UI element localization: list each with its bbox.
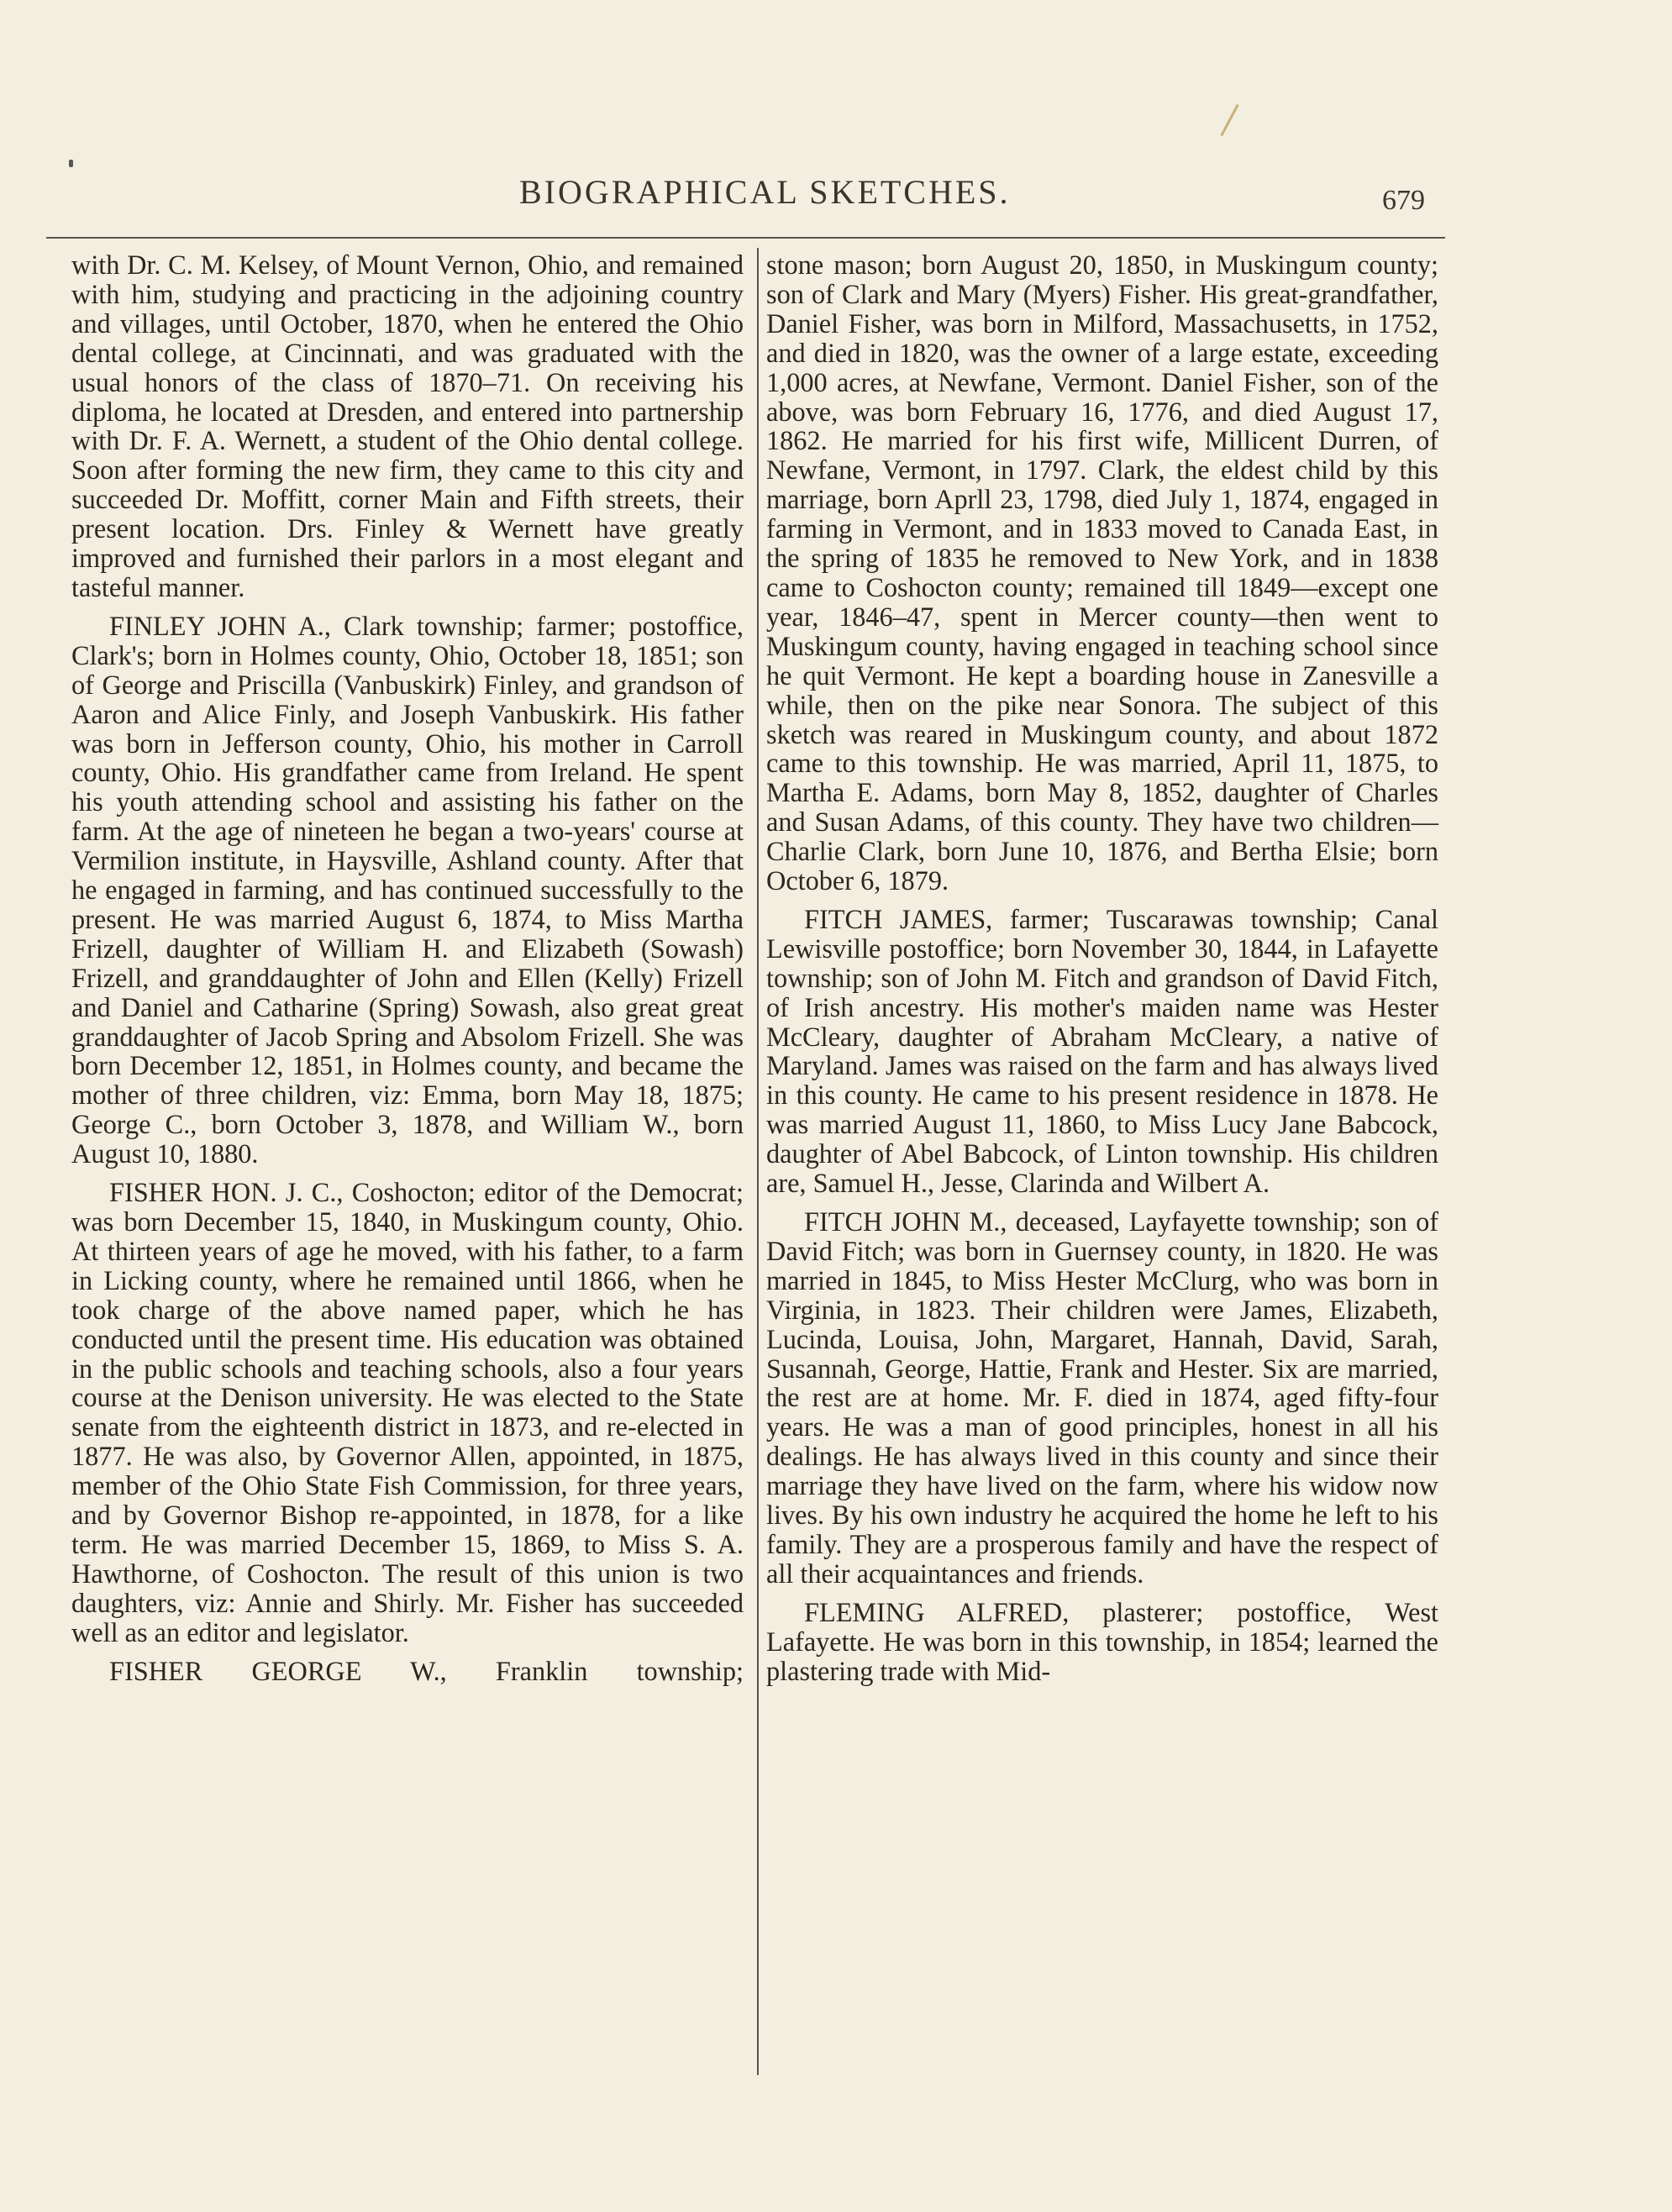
entry-fitch-john: FITCH JOHN M., deceased, Layfayette township; son of David Fitch; was born in Guernsey county, in 1820. He was married in 1845, to Miss Hester McClurg, who was born in Virginia, in 1823. Their children were James, Elizabeth, Lucinda, Louisa, John, Margaret, Hannah, David, Sarah, Susannah, George, Hattie, Frank and Hester. Six are married, the rest are at home. Mr. F. died in 1874, aged fifty-four years. He was a man of good principles, honest in all his dealings. He has always lived in this county and since their marriage they have lived on the farm, where his widow now lives. By his own industry he acquired the home he left to his family. They are a prosperous family and have the respect of all their acquaintances and friends. [766, 1206, 1438, 1589]
entry-fisher-george-continuation: stone mason; born August 20, 1850, in Muskingum county; son of Clark and Mary (Myers) Fisher. His great-grandfather, Daniel Fisher, was born in Milford, Massachusetts, in 1752, and died in 1820, was the owner of a large estate, exceeding 1,000 acres, at Newfane, Vermont. Daniel Fisher, son of the above, was born February 16, 1776, and died August 17, 1862. He married for his first wife, Millicent Durren, of Newfane, Vermont, in 1797. Clark, the eldest child by this marriage, born Aprll 23, 1798, died July 1, 1874, engaged in farming in Vermont, and in 1833 moved to Canada East, in the spring of 1835 he removed to New York, and in 1838 came to Coshocton county; remained till 1849—except one year, 1846–47, spent in Mercer county—then went to Muskingum county, having engaged in teaching school since he quit Vermont. He kept a boarding house in Zanesville a while, then on the pike near Sonora. The subject of this sketch was reared in Muskingum county, and about 1872 came to this township. He was married, April 11, 1875, to Martha E. Adams, born May 8, 1852, daughter of Charles and Susan Adams, of this county. They have two children—Charlie Clark, born June 10, 1876, and Bertha Elsie; born October 6, 1879. [766, 250, 1438, 896]
column-divider [757, 248, 759, 2075]
entry-fisher-george-start: FISHER GEORGE W., Franklin township; [109, 1655, 744, 1686]
entry-fleming-alfred: FLEMING ALFRED, plasterer; postoffice, West Lafayette. He was born in this township, in 1854; learned the plastering trade with Mid- [766, 1596, 1438, 1686]
running-head: BIOGRAPHICAL SKETCHES. [519, 173, 1011, 211]
right-column [766, 250, 1438, 1686]
entry-fitch-james: FITCH JAMES, farmer; Tuscarawas township; Canal Lewisville postoffice; born November 30, 1844, in Lafayette township; son of John M. Fitch and grandson of David Fitch, of Irish ancestry. His mother's maiden name was Hester McCleary, daughter of Abraham McCleary, a native of Maryland. James was raised on the farm and has always lived in this county. He came to his present residence in 1878. He was married August 11, 1860, to Miss Lucy Jane Babcock, daughter of Abel Babcock, of Linton township. His children are, Samuel H., Jesse, Clarinda and Wilbert A. [766, 903, 1438, 1199]
page-number: 679 [1382, 185, 1425, 216]
left-column [71, 250, 744, 1686]
page-header [0, 172, 1672, 223]
entry-fisher-j-c: FISHER HON. J. C., Coshocton; editor of the Democrat; was born December 15, 1840, in Muskingum county, Ohio. At thirteen years of age he moved, with his father, to a farm in Licking county, where he remained until 1866, when he took charge of the above named paper, which he has conducted until the present time. His education was obtained in the public schools and teaching schools, also a four years course at the Denison university. He was elected to the State senate from the eighteenth district in 1873, and re-elected in 1877. He was also, by Governor Allen, appointed, in 1875, member of the Ohio State Fish Commission, for three years, and by Governor Bishop re-appointed, in 1878, for a like term. He was married December 15, 1869, to Miss S. A. Hawthorne, of Coshocton. The result of this union is two daughters, viz: Annie and Shirly. Mr. Fisher has succeeded well as an editor and legislator. [71, 1177, 744, 1647]
header-rule [46, 237, 1445, 239]
entry-finley-john: FINLEY JOHN A., Clark township; farmer; postoffice, Clark's; born in Holmes county, Ohio, October 18, 1851; son of George and Priscilla (Vanbuskirk) Finley, and grandson of Aaron and Alice Finly, and Joseph Vanbuskirk. His father was born in Jefferson county, Ohio, his mother in Carroll county, Ohio. His grandfather came from Ireland. He spent his youth attending school and assisting his father on the farm. At the age of nineteen he began a two-years' course at Vermilion institute, in Haysville, Ashland county. After that he engaged in farming, and has continued successfully to the present. He was married August 6, 1874, to Miss Martha Frizell, daughter of William H. and Elizabeth (Sowash) Frizell, and granddaughter of John and Ellen (Kelly) Frizell and Daniel and Catharine (Spring) Sowash, also great great granddaughter of Jacob Spring and Absolom Frizell. She was born December 12, 1851, in Holmes county, and became the mother of three children, viz: Emma, born May 18, 1875; George C., born October 3, 1878, and William W., born August 10, 1880. [71, 610, 744, 1169]
pencil-mark [1220, 104, 1238, 136]
page-edge-mark [69, 160, 73, 167]
paragraph-kelsey-continuation: with Dr. C. M. Kelsey, of Mount Vernon, Ohio, and remained with him, studying and practicing in the adjoining country and villages, until October, 1870, when he entered the Ohio dental college, at Cincinnati, and was graduated with the usual honors of the class of 1870–71. On receiving his diploma, he located at Dresden, and entered into partnership with Dr. F. A. Wernett, a student of the Ohio dental college. Soon after forming the new firm, they came to this city and succeeded Dr. Moffitt, corner Main and Fifth streets, their present location. Drs. Finley & Wernett have greatly improved and furnished their parlors in a most elegant and tasteful manner. [71, 250, 744, 602]
